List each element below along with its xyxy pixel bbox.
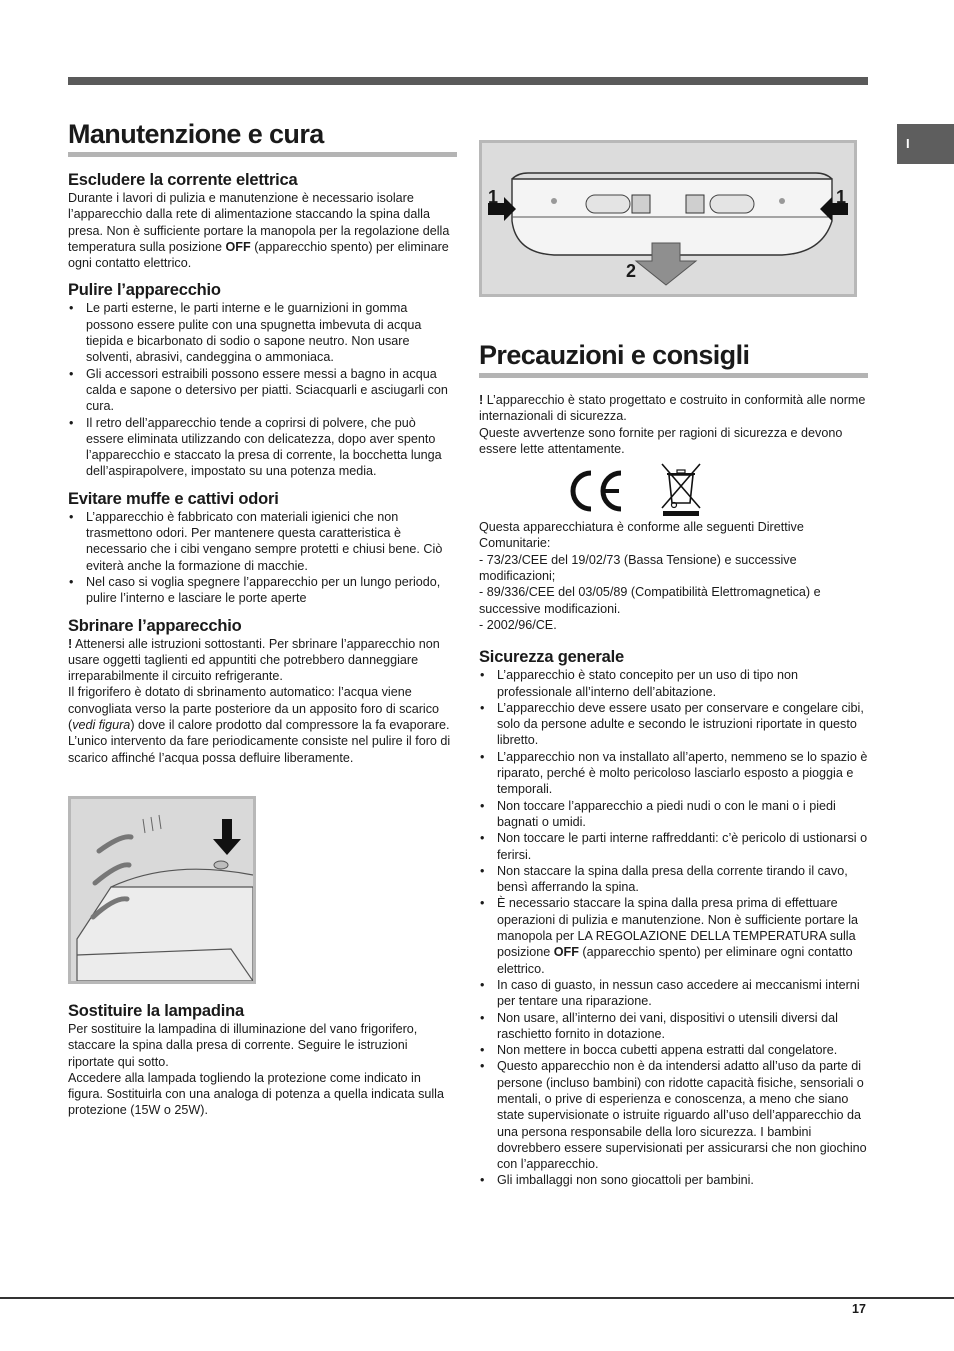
section-mould	[68, 489, 457, 607]
list-item: • L’apparecchio è stato concepito per un uso di tipo non professionale all’interno dell’abitazione.	[479, 667, 868, 700]
text-run: (apparecchio spento) per eliminare ogni contatto elettrico.	[497, 945, 853, 976]
top-rule	[68, 77, 868, 85]
bold-off: OFF	[553, 945, 579, 960]
directive-line: - 89/336/CEE del 03/05/89 (Compatibilità Elettromagnetica) e successive modificazioni.	[479, 585, 821, 616]
list-item: • Nel caso si voglia spegnere l’apparecchio per un lungo periodo, pulire l’interno e lasciare le porte aperte	[68, 574, 457, 607]
list-item: • Non mettere in bocca cubetti appena estratti dal congelatore.	[479, 1042, 868, 1058]
section-text	[68, 684, 457, 765]
text-run: È necessario staccare la spina dalla presa prima di effettuare operazioni di pulizia e manutenzione. Non è sufficiente portare la manopola per LA REGOLAZIONE DELLA TEMPERATURA sulla posizione	[497, 896, 859, 960]
section-defrost	[68, 616, 457, 766]
section-power	[68, 170, 457, 271]
figure-label-1-right: 1	[836, 187, 847, 207]
page-title-maintenance: Manutenzione e cura	[68, 119, 324, 149]
safety-list	[479, 667, 868, 1189]
lamp-cover-illustration	[482, 143, 854, 294]
list-item: • Il retro dell’apparecchio tende a coprirsi di polvere, che può essere eliminata utilizzando con delicatezza, dopo aver spento l’apparecchio e staccato la presa di corrente, la bocchetta lunga dell’aspirapolvere, impostato su una potenza media.	[68, 415, 457, 480]
left-column	[68, 118, 457, 1119]
text-run: Durante i lavori di pulizia e manutenzione è necessario isolare l’apparecchio dalla rete di alimentazione staccando la spina dalla presa. Non è sufficiente portare la manopola per la regolazione della temperatura sulla posizione	[68, 191, 450, 254]
directive-line: - 2002/96/CE.	[479, 617, 557, 632]
section-cleaning	[68, 280, 457, 479]
section-heading: Sbrinare l’apparecchio	[68, 616, 242, 635]
bold-off: OFF	[225, 239, 251, 254]
text-run: ) dove il calore prodotto dal compressore la fa evaporare. L’unico intervento da fare periodicamente consiste nel pulire il foro di scarico affinché l’acqua possa defluire liberamente.	[68, 718, 451, 765]
mould-list	[68, 509, 457, 607]
section-heading: Pulire l’apparecchio	[68, 281, 221, 300]
page-title-precautions: Precauzioni e consigli	[479, 340, 750, 370]
section-heading: Sicurezza generale	[479, 648, 624, 667]
list-item: • In caso di guasto, in nessun caso accedere ai meccanismi interni per tentare una riparazione.	[479, 977, 868, 1010]
list-item	[479, 895, 868, 976]
warning-mark: !	[68, 636, 73, 651]
figure-label-2: 2	[626, 261, 637, 281]
section-heading: Escludere la corrente elettrica	[68, 171, 298, 189]
text-run: L’apparecchio è stato progettato e costruito in conformità alle norme internazionali di sicurezza.	[479, 393, 866, 424]
title-underline	[68, 152, 457, 157]
section-text	[68, 636, 457, 685]
list-item: • L’apparecchio è fabbricato con materiali igienici che non trasmettono odori. Per mantenere questa caratteristica è necessario che i cibi vengano sempre protetti e chiusi bene. Ciò eviterà anche la formazione di macchie.	[68, 509, 457, 574]
section-heading: Evitare muffe e cattivi odori	[68, 489, 279, 508]
ce-mark-icon	[567, 467, 627, 517]
list-item: • Gli imballaggi non sono giocattoli per bambini.	[479, 1172, 868, 1188]
directive-line: Questa apparecchiatura è conforme alle seguenti Direttive Comunitarie:	[479, 520, 804, 551]
defrost-drain-figure	[68, 796, 256, 984]
section-safety	[479, 647, 868, 1189]
list-item: • Le parti esterne, le parti interne e le guarnizioni in gomma possono essere pulite con una spugnetta imbevuta di acqua tiepida e bicarbonato di sodio o sapone neutro. Non usare solventi, abrasivi, candeggina o ammoniaca.	[68, 300, 457, 365]
page-number: 17	[852, 1302, 866, 1316]
list-item: • L’apparecchio deve essere usato per conservare e congelare cibi, solo da persone adulte e secondo le istruzioni riportate in questo libretto.	[479, 700, 868, 749]
list-item: • Non toccare l’apparecchio a piedi nudi o con le mani o i piedi bagnati o umidi.	[479, 798, 868, 831]
language-tab	[897, 124, 954, 164]
directives-block	[479, 519, 868, 633]
warning-mark: !	[479, 393, 484, 407]
compliance-marks	[479, 457, 868, 519]
weee-bin-icon	[659, 461, 703, 517]
italic-ref: vedi figura	[72, 718, 131, 733]
directive-line: - 73/23/CEE del 19/02/73 (Bassa Tensione) e successive modificazioni;	[479, 552, 797, 584]
section-text: Per sostituire la lampadina di illuminazione del vano frigorifero, staccare la spina dalla presa di corrente. Seguire le istruzioni riportate qui sotto.	[68, 1021, 418, 1069]
section-heading: Sostituire la lampadina	[68, 1001, 245, 1020]
intro-text	[479, 392, 868, 425]
precautions-block	[479, 339, 868, 1189]
figure-label-1-left: 1	[488, 187, 499, 207]
list-item: • Non toccare le parti interne raffreddanti: c’è pericolo di ustionarsi o ferirsi.	[479, 830, 868, 863]
list-item: • Non staccare la spina dalla presa della corrente tirando il cavo, bensì afferrando la spina.	[479, 863, 868, 896]
section-text: Accedere alla lampada togliendo la protezione come indicato in figura. Sostituirla con una analoga di potenza a quella indicata sulla protezione (15W o 25W).	[68, 1070, 444, 1118]
text-run: (apparecchio spento) per eliminare ogni contatto elettrico.	[68, 239, 449, 271]
section-text	[68, 190, 457, 271]
section-lamp	[68, 1001, 457, 1119]
text-run: Attenersi alle istruzioni sottostanti. Per sbrinare l’apparecchio non usare oggetti taglienti ed appuntiti che potrebbero danneggiare irreparabilmente il circuito refrigerante.	[68, 636, 440, 684]
list-item: • Non usare, all’interno dei vani, dispositivi o utensili diversi dal raschietto fornito in dotazione.	[479, 1010, 868, 1043]
list-item: • Questo apparecchio non è da intendersi adatto all’uso da parte di persone (incluso bambini) con ridotte capacità fisiche, sensoriali o mentali, o prive di esperienza e conoscenza, a meno che siano state supervisionate o istruite riguardo all’uso dell’apparecchio da una persona responsabile della loro sicurezza. I bambini dovrebbero essere supervisionati per assicurarsi che non giochino con l’apparecchio.	[479, 1058, 868, 1172]
right-column	[479, 140, 868, 1189]
title-underline	[479, 373, 868, 378]
language-tab-label: I	[906, 136, 910, 151]
list-item: • L’apparecchio non va installato all’aperto, nemmeno se lo spazio è riparato, perché è molto pericoloso lasciarlo esposto a pioggia e temporali.	[479, 749, 868, 798]
drain-illustration	[71, 799, 253, 981]
list-item: • Gli accessori estraibili possono essere messi a bagno in acqua calda e sapone o detersivo per piatti. Sciacquarli e asciugarli con cura.	[68, 366, 457, 415]
footer-rule	[0, 1297, 954, 1299]
intro-text: Queste avvertenze sono fornite per ragioni di sicurezza e devono essere lette attentamente.	[479, 425, 843, 456]
lamp-cover-figure	[479, 140, 857, 297]
cleaning-list	[68, 300, 457, 479]
intro-block	[479, 392, 868, 457]
text-run: Il frigorifero è dotato di sbrinamento automatico: l’acqua viene convogliata verso la parte posteriore da un apposito foro di scarico (	[68, 685, 440, 733]
